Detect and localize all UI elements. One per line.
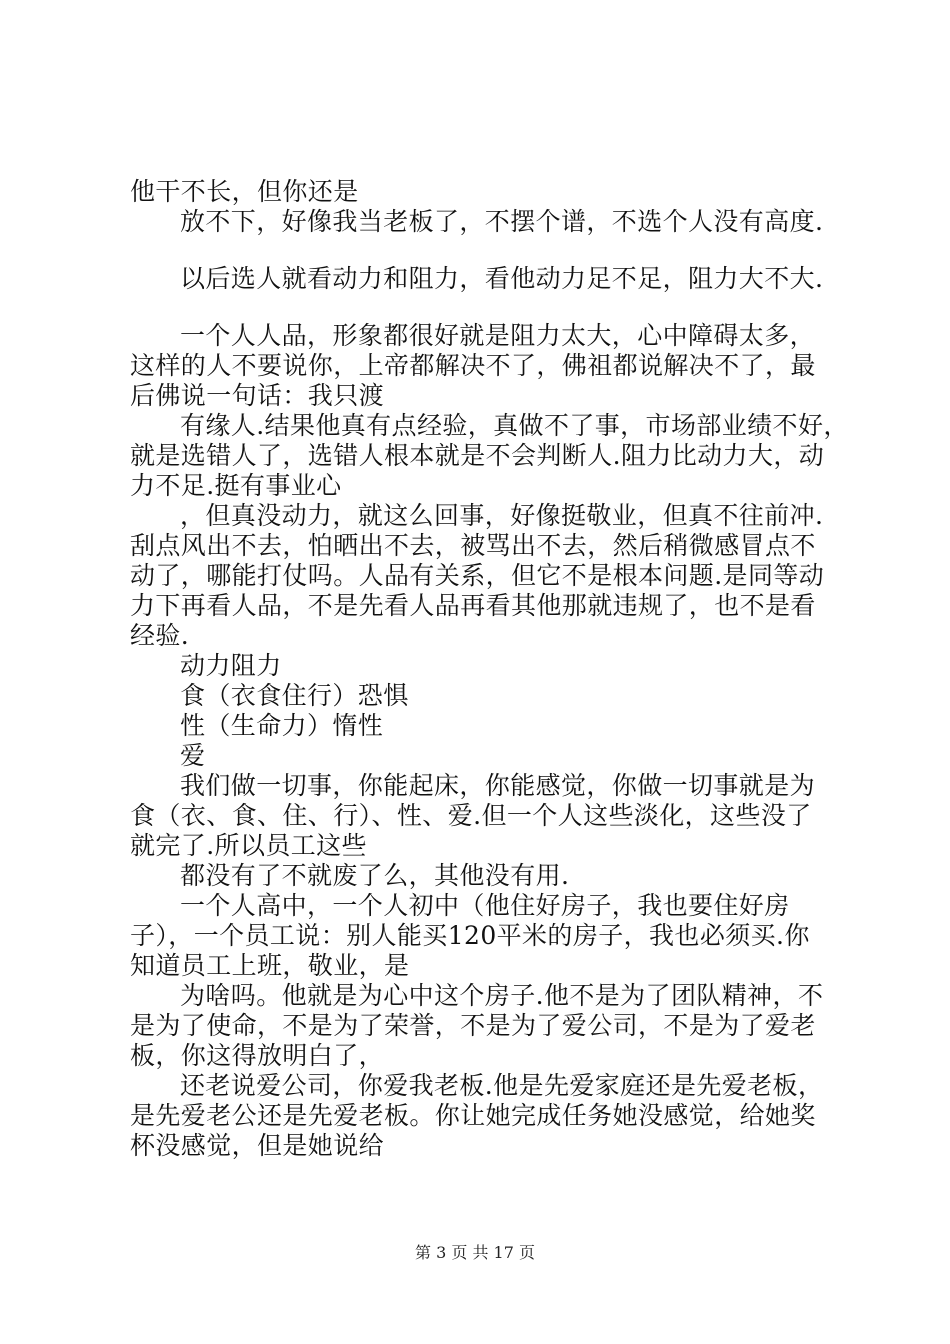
text-line: 放不下，好像我当老板了，不摆个谱，不选个人没有高度. — [180, 207, 824, 236]
text-line: 他干不长，但你还是 — [130, 177, 359, 206]
text-line: 力下再看人品，不是先看人品再看其他那就违规了，也不是看 — [130, 591, 816, 620]
text-line: 这样的人不要说你，上帝都解决不了，佛祖都说解决不了，最 — [130, 351, 816, 380]
text-line: 就是选错人了，选错人根本就是不会判断人.阻力比动力大，动 — [130, 441, 825, 470]
text-line: 食（衣、食、住、行）、性、爱.但一个人这些淡化，这些没了 — [130, 801, 812, 830]
document-body — [130, 177, 849, 1161]
text-line: 有缘人.结果他真有点经验，真做不了事，市场部业绩不好， — [180, 411, 849, 440]
text-line: 一个人人品，形象都很好就是阻力太大，心中障碍太多， — [180, 321, 816, 350]
text-line: 爱 — [180, 741, 206, 770]
text-line: 食（衣食住行）恐惧 — [180, 681, 409, 710]
text-line: 是先爱老公还是先爱老板。你让她完成任务她没感觉，给她奖 — [130, 1101, 816, 1130]
text-line: 板，你这得放明白了， — [130, 1041, 385, 1070]
text-line: 性（生命力）惰性 — [180, 711, 384, 740]
text-line: 都没有了不就废了么，其他没有用. — [180, 861, 570, 890]
text-line: 我们做一切事，你能起床，你能感觉，你做一切事就是为 — [180, 771, 816, 800]
text-line: 后佛说一句话：我只渡 — [130, 381, 385, 410]
text-line: 是为了使命，不是为了荣誉，不是为了爱公司，不是为了爱老 — [130, 1011, 816, 1040]
text-line: 子），一个员工说：别人能买120平米的房子，我也必须买.你 — [130, 921, 810, 950]
text-line: 就完了.所以员工这些 — [130, 831, 367, 860]
text-line: 为啥吗。他就是为心中这个房子.他不是为了团队精神，不 — [180, 981, 824, 1010]
text-line: 经验. — [130, 621, 190, 650]
text-line: 动力阻力 — [180, 651, 282, 680]
text-line: 刮点风出不去，怕晒出不去，被骂出不去，然后稍微感冒点不 — [130, 531, 816, 560]
text-line: 力不足.挺有事业心 — [130, 471, 342, 500]
text-line: 杯没感觉，但是她说给 — [130, 1131, 385, 1160]
text-line: 以后选人就看动力和阻力，看他动力足不足，阻力大不大. — [180, 264, 824, 293]
text-line: 还老说爱公司，你爱我老板.他是先爱家庭还是先爱老板， — [180, 1071, 824, 1100]
text-line: ，但真没动力，就这么回事，好像挺敬业，但真不往前冲. — [180, 501, 824, 530]
text-line: 动了，哪能打仗吗。人品有关系，但它不是根本问题.是同等动 — [130, 561, 825, 590]
text-line: 一个人高中，一个人初中（他住好房子，我也要住好房 — [180, 891, 790, 920]
text-line: 知道员工上班，敬业，是 — [130, 951, 410, 980]
page-number-footer: 第 3 页 共 17 页 — [415, 1243, 535, 1262]
